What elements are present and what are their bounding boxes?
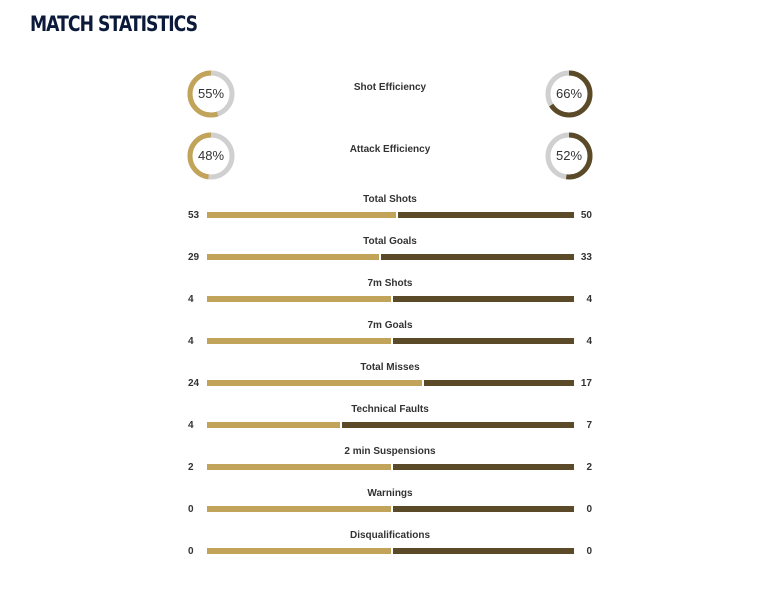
efficiency-percent: 55% xyxy=(197,86,225,101)
stat-row xyxy=(186,278,594,310)
comparison-bar xyxy=(207,548,574,554)
home-value: 4 xyxy=(188,336,194,347)
away-bar-segment xyxy=(393,296,575,302)
stat-label: Warnings xyxy=(367,488,413,499)
comparison-bar xyxy=(207,380,574,386)
home-value: 4 xyxy=(188,294,194,305)
stat-row xyxy=(186,488,594,520)
efficiency-percent: 48% xyxy=(197,148,225,163)
away-bar-segment xyxy=(342,422,574,428)
away-value: 17 xyxy=(580,378,592,389)
home-value: 0 xyxy=(188,546,194,557)
comparison-bar xyxy=(207,506,574,512)
stat-label: 2 min Suspensions xyxy=(344,446,436,457)
page-title: MATCH STATISTICS xyxy=(30,12,198,36)
away-bar-segment xyxy=(381,254,574,260)
home-bar-segment xyxy=(207,422,340,428)
efficiency-percent: 52% xyxy=(555,148,583,163)
stat-row xyxy=(186,530,594,562)
stat-label: 7m Shots xyxy=(367,278,413,289)
away-value: 0 xyxy=(586,546,592,557)
home-value: 2 xyxy=(188,462,194,473)
home-bar-segment xyxy=(207,548,391,554)
comparison-bar xyxy=(207,338,574,344)
home-bar-segment xyxy=(207,212,396,218)
comparison-bar xyxy=(207,422,574,428)
stat-label: Total Misses xyxy=(360,362,420,373)
home-bar-segment xyxy=(207,338,391,344)
away-bar-segment xyxy=(398,212,574,218)
comparison-bar xyxy=(207,254,574,260)
stat-label: 7m Goals xyxy=(367,320,413,331)
home-bar-segment xyxy=(207,254,379,260)
efficiency-row xyxy=(186,131,594,181)
away-bar-segment xyxy=(393,464,575,470)
home-efficiency-ring xyxy=(186,69,236,119)
away-value: 2 xyxy=(586,462,592,473)
home-bar-segment xyxy=(207,506,391,512)
home-value: 4 xyxy=(188,420,194,431)
stat-row xyxy=(186,404,594,436)
efficiency-percent: 66% xyxy=(555,86,583,101)
efficiency-label: Attack Efficiency xyxy=(349,144,431,155)
away-value: 50 xyxy=(580,210,592,221)
stat-row xyxy=(186,362,594,394)
efficiency-label: Shot Efficiency xyxy=(353,82,427,93)
home-bar-segment xyxy=(207,464,391,470)
home-value: 29 xyxy=(188,252,200,263)
stat-label: Disqualifications xyxy=(349,530,430,541)
comparison-bar xyxy=(207,296,574,302)
away-efficiency-ring xyxy=(544,69,594,119)
home-efficiency-ring xyxy=(186,131,236,181)
home-value: 24 xyxy=(188,378,200,389)
away-value: 0 xyxy=(586,504,592,515)
home-bar-segment xyxy=(207,380,422,386)
stat-row xyxy=(186,236,594,268)
away-value: 7 xyxy=(586,420,592,431)
home-bar-segment xyxy=(207,296,391,302)
stat-row xyxy=(186,320,594,352)
away-bar-segment xyxy=(393,338,575,344)
away-bar-segment xyxy=(393,506,575,512)
away-efficiency-ring xyxy=(544,131,594,181)
home-value: 0 xyxy=(188,504,194,515)
comparison-bar xyxy=(207,464,574,470)
away-value: 4 xyxy=(586,294,592,305)
away-value: 33 xyxy=(580,252,592,263)
stat-label: Total Shots xyxy=(363,194,417,205)
away-value: 4 xyxy=(586,336,592,347)
efficiency-row xyxy=(186,69,594,119)
stat-row xyxy=(186,446,594,478)
comparison-bar xyxy=(207,212,574,218)
away-bar-segment xyxy=(393,548,575,554)
away-bar-segment xyxy=(424,380,574,386)
stat-row xyxy=(186,194,594,226)
stat-label: Total Goals xyxy=(363,236,417,247)
stat-label: Technical Faults xyxy=(351,404,429,415)
home-value: 53 xyxy=(188,210,200,221)
